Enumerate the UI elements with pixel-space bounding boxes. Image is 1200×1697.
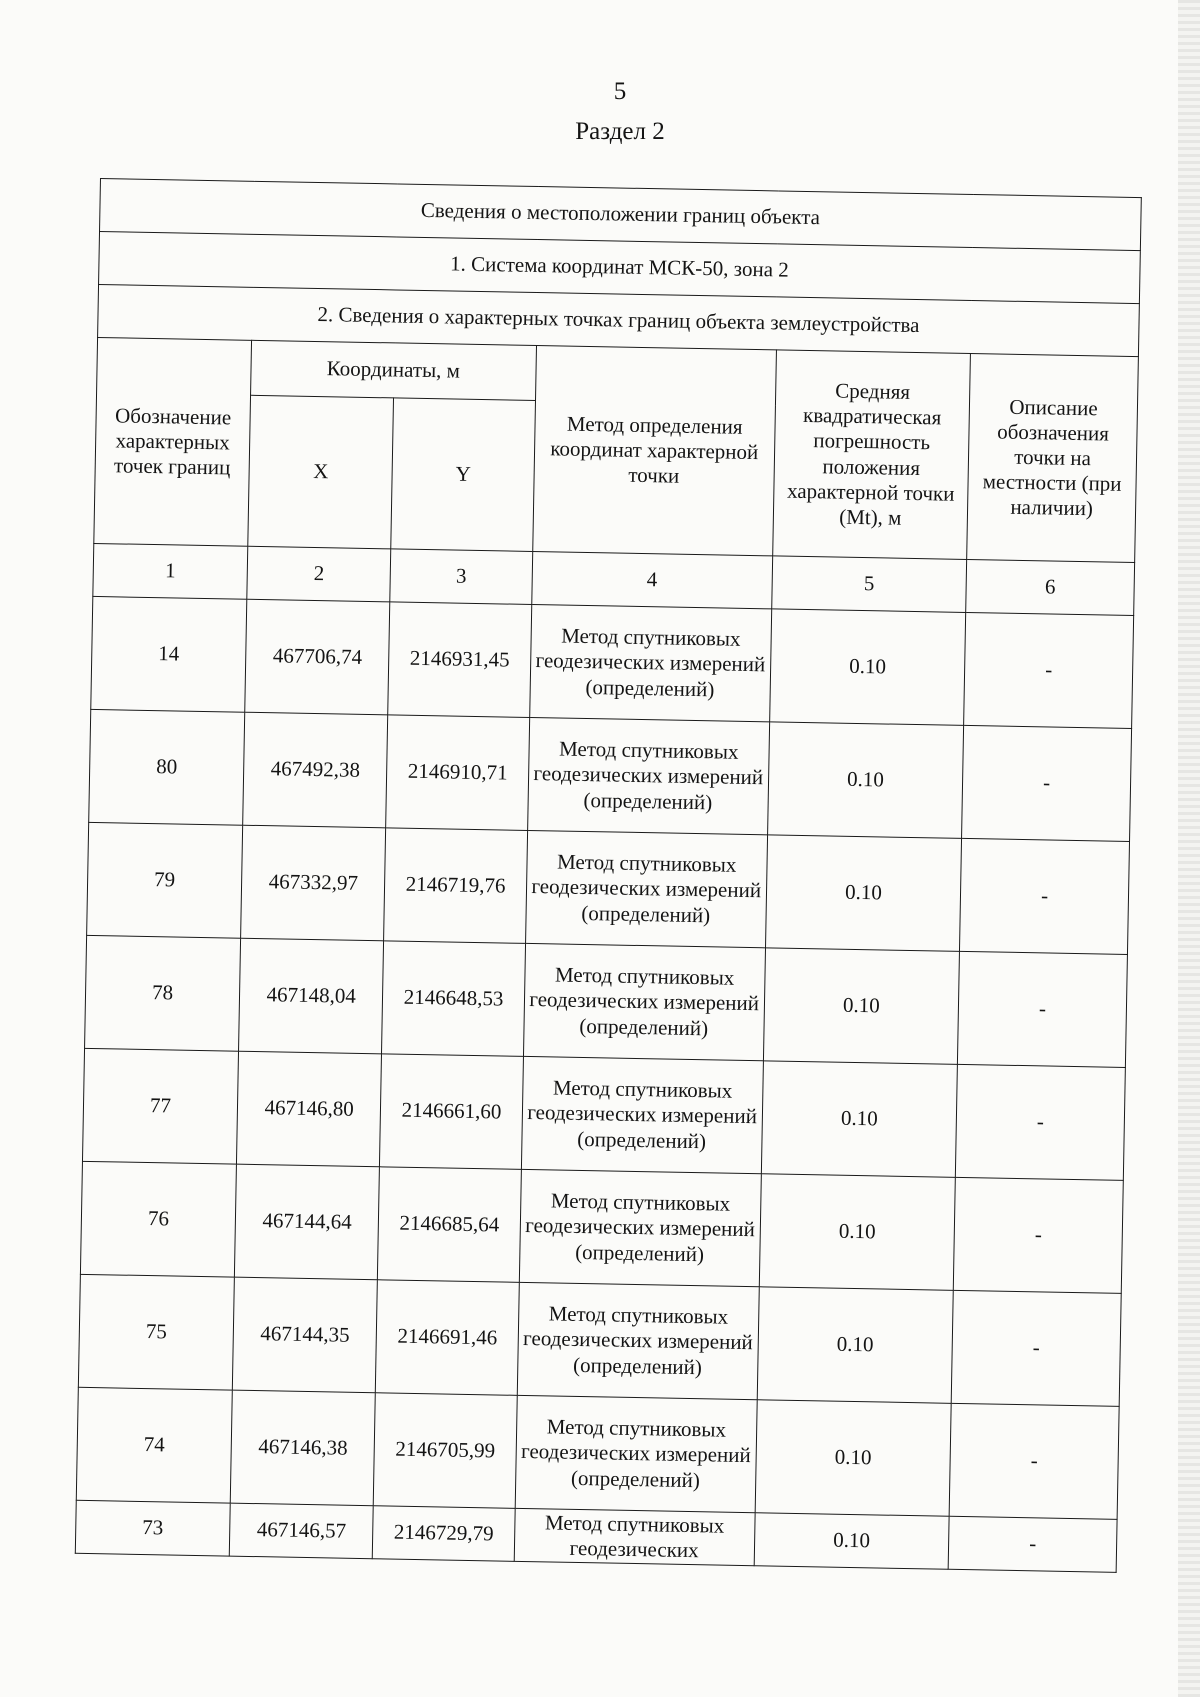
point-cell: 79 (87, 822, 243, 938)
error-cell: 0.10 (765, 835, 961, 952)
table-row (78, 1274, 1121, 1406)
table-row (80, 1161, 1123, 1293)
column-number: 3 (390, 549, 532, 605)
x-cell: 467144,35 (232, 1277, 377, 1393)
table-row (76, 1387, 1119, 1519)
page-number: 5 (613, 78, 627, 105)
description-cell: - (948, 1516, 1117, 1572)
point-cell: 14 (91, 596, 247, 712)
method-cell: Метод спутниковых геодезических измерений (определений) (529, 604, 771, 721)
y-cell: 2146931,45 (388, 602, 531, 718)
table-title: Сведения о местоположении границ объекта (100, 179, 1142, 251)
x-cell: 467332,97 (241, 825, 386, 941)
x-cell: 467148,04 (239, 938, 384, 1054)
method-cell: Метод спутниковых геодезических измерений (определений) (523, 943, 765, 1060)
point-cell: 74 (76, 1387, 232, 1503)
x-cell: 467146,80 (236, 1051, 381, 1167)
point-cell: 73 (75, 1500, 230, 1556)
point-cell: 75 (78, 1274, 234, 1390)
point-cell: 77 (82, 1048, 238, 1164)
point-cell: 76 (80, 1161, 236, 1277)
y-cell: 2146705,99 (374, 1393, 517, 1509)
error-cell: 0.10 (755, 1400, 951, 1517)
method-cell: Метод спутниковых геодезических измерений (определений) (515, 1395, 757, 1512)
boundary-points-table (75, 178, 1142, 1573)
column-number: 1 (93, 543, 248, 599)
method-cell: Метод спутниковых геодезических измерений (определений) (525, 830, 767, 947)
column-number: 4 (531, 551, 772, 608)
table-subtitle: 2. Сведения о характерных точках границ объекта землеустройства (98, 284, 1140, 356)
x-cell: 467146,38 (230, 1390, 375, 1506)
y-cell: 2146910,71 (386, 715, 529, 831)
method-cell: Метод спутниковых геодезических измерений (определений) (517, 1282, 759, 1399)
method-cell: Метод спутниковых геодезических (514, 1508, 755, 1565)
header-y: Y (391, 398, 535, 552)
y-cell: 2146685,64 (378, 1167, 521, 1283)
x-cell: 467706,74 (245, 599, 390, 715)
description-cell: - (960, 838, 1130, 954)
description-cell: - (953, 1177, 1123, 1293)
header-coords: Координаты, м (251, 340, 537, 400)
header-x: X (248, 395, 394, 549)
y-cell: 2146719,76 (384, 828, 527, 944)
method-cell: Метод спутниковых геодезических измерений (определений) (527, 717, 769, 834)
error-cell: 0.10 (757, 1287, 953, 1404)
description-cell: - (949, 1403, 1119, 1519)
description-cell: - (964, 612, 1134, 728)
column-number: 6 (966, 559, 1135, 615)
header-point: Обозначение характерных точек границ (94, 337, 252, 546)
x-cell: 467492,38 (243, 712, 388, 828)
column-number: 2 (247, 546, 391, 602)
column-number: 5 (771, 556, 966, 613)
point-cell: 78 (85, 935, 241, 1051)
table-row (91, 596, 1134, 728)
y-cell: 2146661,60 (380, 1054, 523, 1170)
table-row (89, 709, 1132, 841)
y-cell: 2146648,53 (382, 941, 525, 1057)
coordinate-system: 1. Система координат МСК-50, зона 2 (99, 232, 1141, 304)
scan-edge-strip (1178, 0, 1200, 1697)
x-cell: 467146,57 (229, 1503, 373, 1559)
point-cell: 80 (89, 709, 245, 825)
y-cell: 2146729,79 (373, 1506, 515, 1562)
description-cell: - (955, 1064, 1125, 1180)
method-cell: Метод спутниковых геодезических измерений (определений) (519, 1169, 761, 1286)
method-cell: Метод спутниковых геодезических измерений (определений) (521, 1056, 763, 1173)
description-cell: - (962, 725, 1132, 841)
table-row (85, 935, 1128, 1067)
error-cell: 0.10 (754, 1513, 949, 1570)
error-cell: 0.10 (759, 1174, 955, 1291)
header-method: Метод определения координат характерной точки (532, 346, 776, 556)
table-row (82, 1048, 1125, 1180)
error-cell: 0.10 (763, 948, 959, 1065)
error-cell: 0.10 (767, 722, 963, 839)
header-error: Средняя квадратическая погрешность положения характерной точки (Mt), м (772, 350, 970, 560)
error-cell: 0.10 (761, 1061, 957, 1178)
description-cell: - (958, 951, 1128, 1067)
y-cell: 2146691,46 (376, 1280, 519, 1396)
table-row (87, 822, 1130, 954)
header-description: Описание обозначения точки на местности (при наличии) (967, 353, 1139, 562)
section-title: Раздел 2 (575, 118, 665, 145)
x-cell: 467144,64 (234, 1164, 379, 1280)
error-cell: 0.10 (769, 609, 965, 726)
description-cell: - (951, 1290, 1121, 1406)
